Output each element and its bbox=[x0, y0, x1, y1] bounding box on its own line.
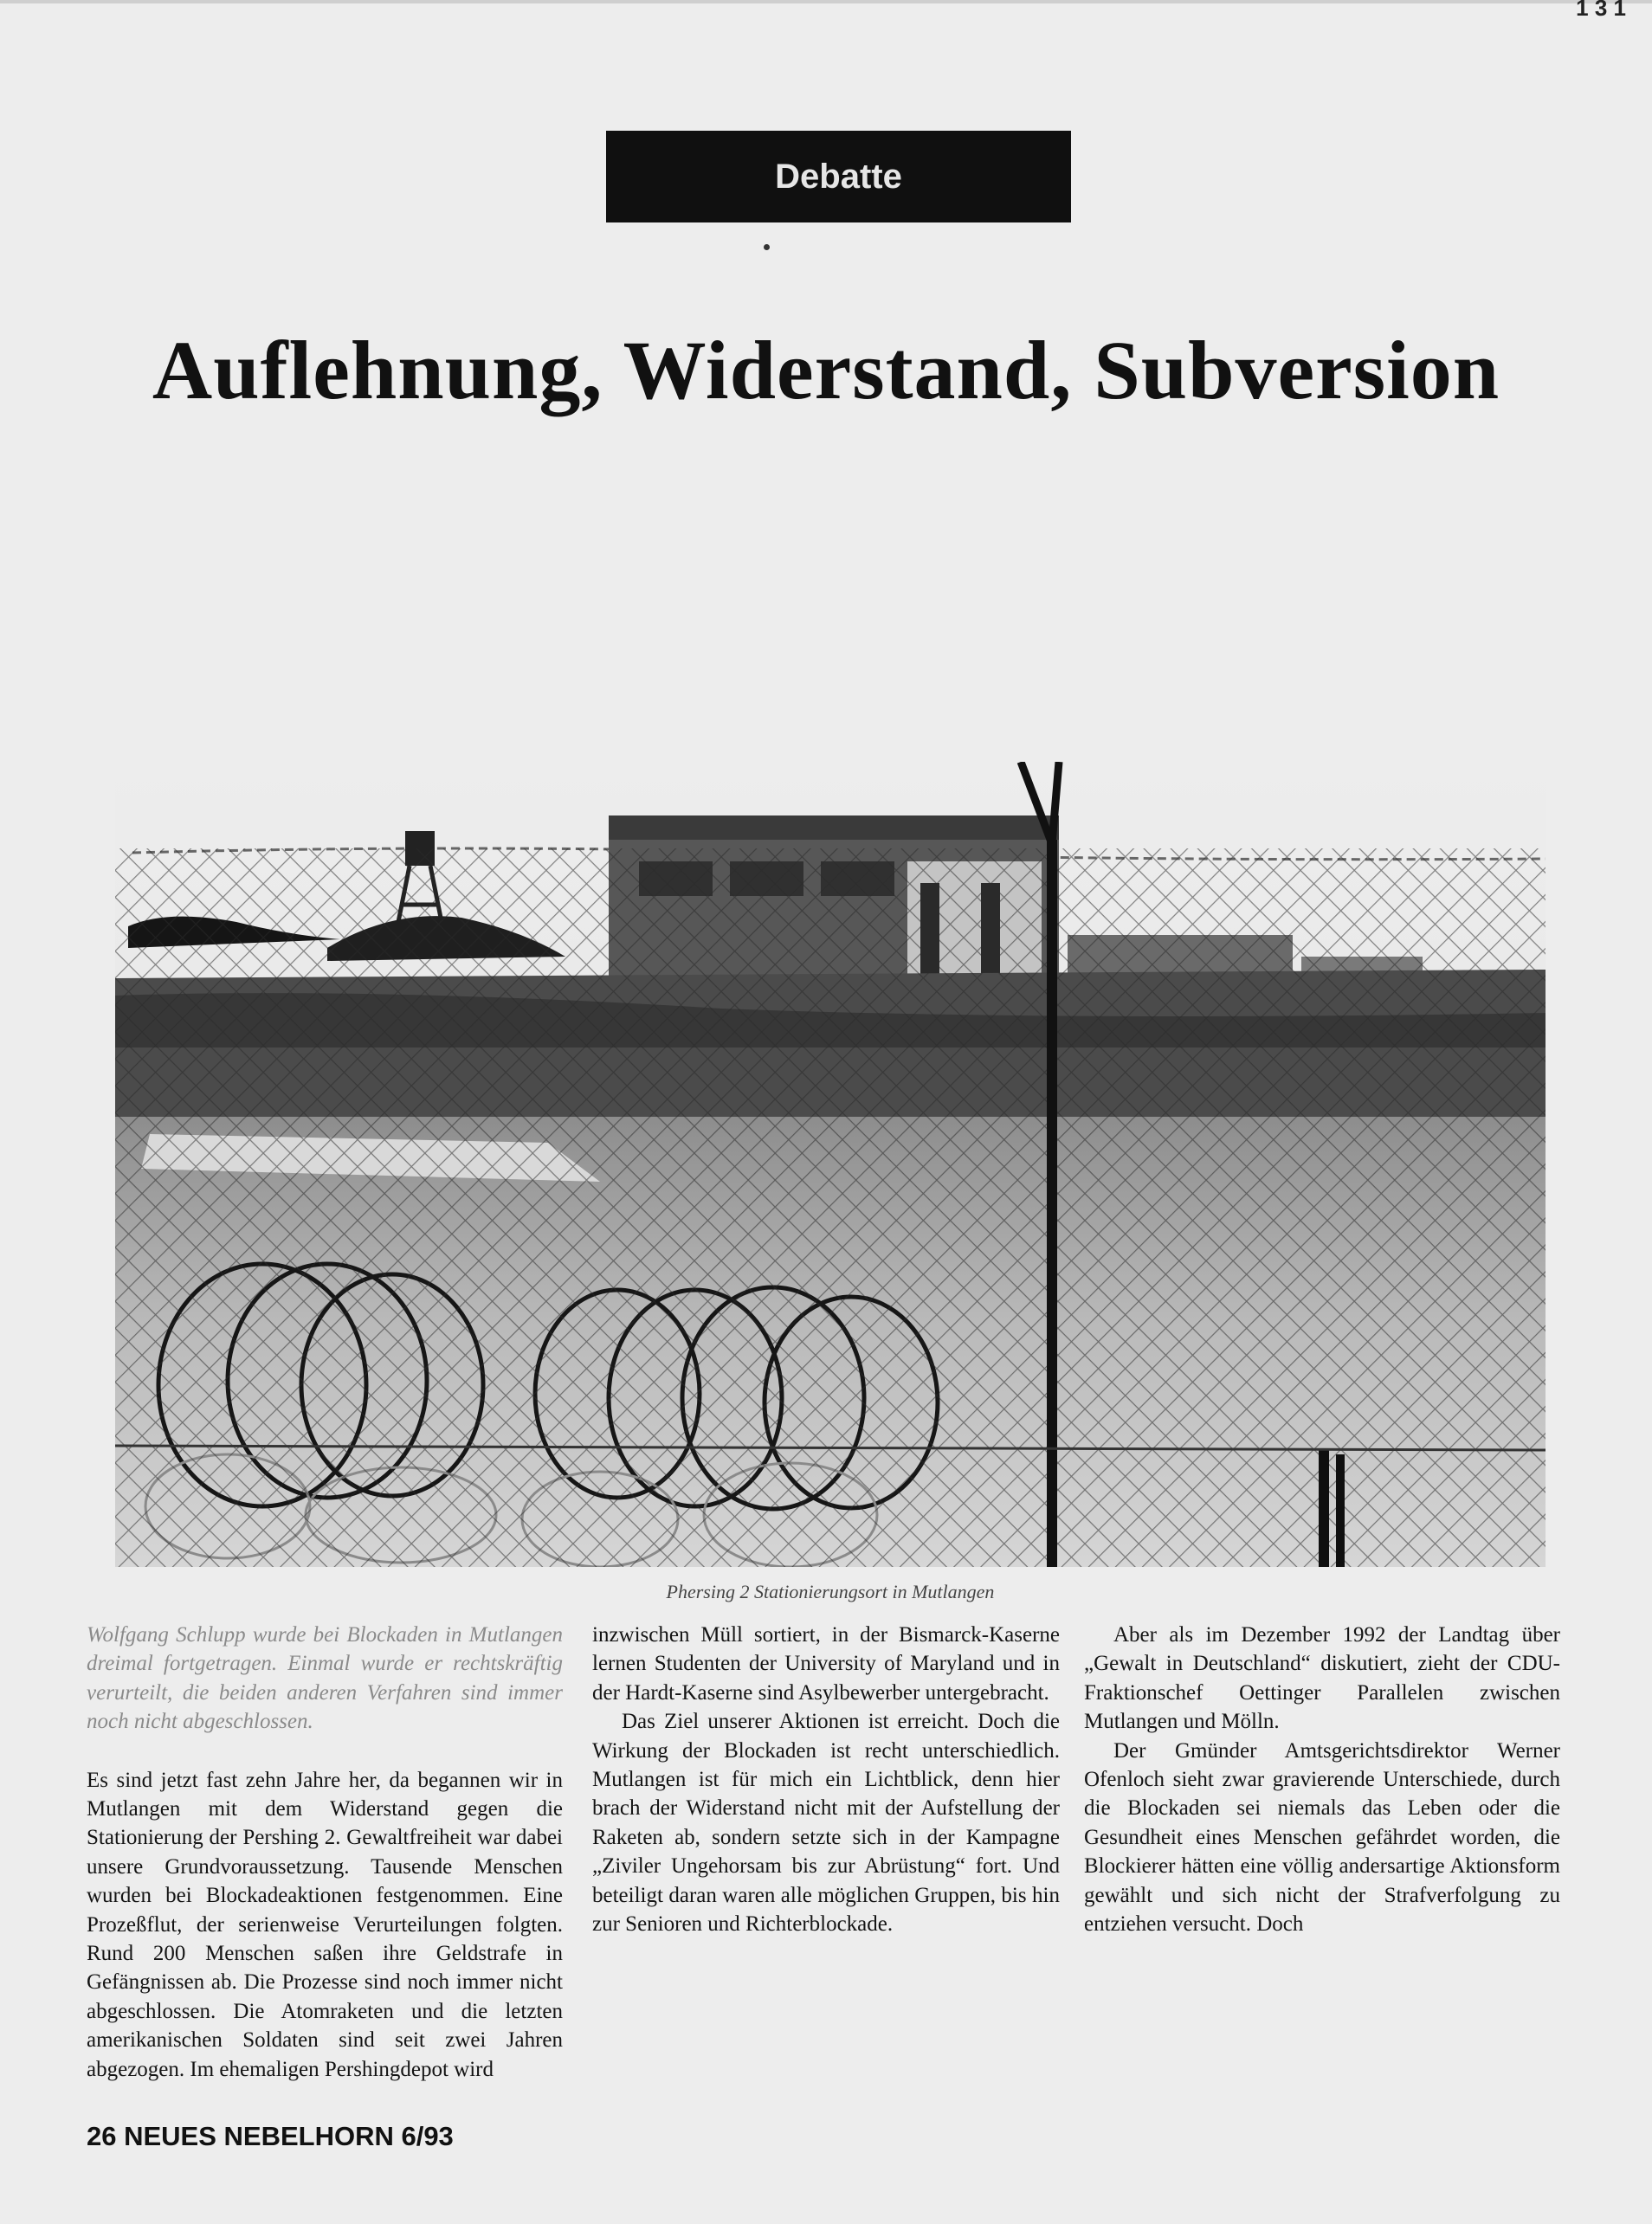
photo-caption: Phersing 2 Stationierungsort in Mutlangen bbox=[666, 1581, 995, 1602]
ornament-dot bbox=[764, 244, 770, 250]
section-tag: Debatte bbox=[606, 131, 1071, 222]
article-headline: Auflehnung, Widerstand, Subversion bbox=[152, 324, 1500, 416]
article-column-3 bbox=[1084, 1621, 1560, 1938]
article-column-1 bbox=[87, 1621, 563, 2084]
article-paragraph-2: Das Ziel unserer Aktionen ist erreicht. Doch die Wirkung der Blockaden ist recht unterschiedlich. Mutlangen ist für mich ein Lichtblick, denn hier brach der Widerstand nicht mit der Aufstellung der Raketen ab, sondern setzte sich in der Kampagne „Ziviler Ungehorsam bis zur Abrüstung“ fort. Und beteiligt daran waren alle möglichen Gruppen, bis hin zur Senioren und Richterblockade. bbox=[592, 1710, 1060, 1937]
page-top-edge bbox=[0, 0, 1652, 3]
article-lead: Wolfgang Schlupp wurde bei Blockaden in Mutlangen dreimal fortgetragen. Einmal wurde er rechtskräftig verurteilt, die beiden anderen Verfahren sind immer noch nicht abgeschlossen. bbox=[87, 1623, 563, 1734]
article-paragraph-4: Der Gmünder Amtsgerichtsdirektor Werner Ofenloch sieht zwar gravierende Unterschiede, durch die Blockaden sei niemals das Leben oder die Gesundheit eines Menschen gefährdet worden, die Blockierer hätten eine völlig andersartige Aktionsform gewählt und sich nicht der Strafverfolgung zu entziehen versucht. Doch bbox=[1084, 1738, 1560, 1937]
article-photo bbox=[115, 762, 1546, 1567]
article-paragraph-1-continued: inzwischen Müll sortiert, in der Bismarck-Kaserne lernen Studenten der University of Maryland und in der Hardt-Kaserne sind Asylbewerber untergebracht. bbox=[592, 1623, 1060, 1705]
fence-photo-illustration bbox=[115, 762, 1546, 1567]
article-column-2 bbox=[592, 1621, 1060, 1938]
page-corner-mark: 1 3 1 bbox=[1576, 0, 1626, 21]
article-paragraph-1: Es sind jetzt fast zehn Jahre her, da begannen wir in Mutlangen mit dem Widerstand gegen die Stationierung der Pershing 2. Gewaltfreiheit war dabei unsere Grundvoraussetzung. Tausende Menschen wurden bei Blockadeaktionen festgenommen. Eine Prozeßflut, der serienweise Verurteilungen folgten. Rund 200 Menschen saßen ihre Geldstrafe in Gefängnissen ab. Die Prozesse sind noch immer nicht abgeschlossen. Die Atomraketen und die letzten amerikanischen Soldaten sind seit zwei Jahren abgezogen. Im ehemaligen Pershingdepot wird bbox=[87, 1768, 563, 2081]
article-paragraph-3: Aber als im Dezember 1992 der Landtag über „Gewalt in Deutschland“ diskutiert, zieht der CDU-Fraktionschef Oettinger Parallelen zwischen Mutlangen und Mölln. bbox=[1084, 1623, 1560, 1734]
page-footer: 26 NEUES NEBELHORN 6/93 bbox=[87, 2121, 454, 2151]
